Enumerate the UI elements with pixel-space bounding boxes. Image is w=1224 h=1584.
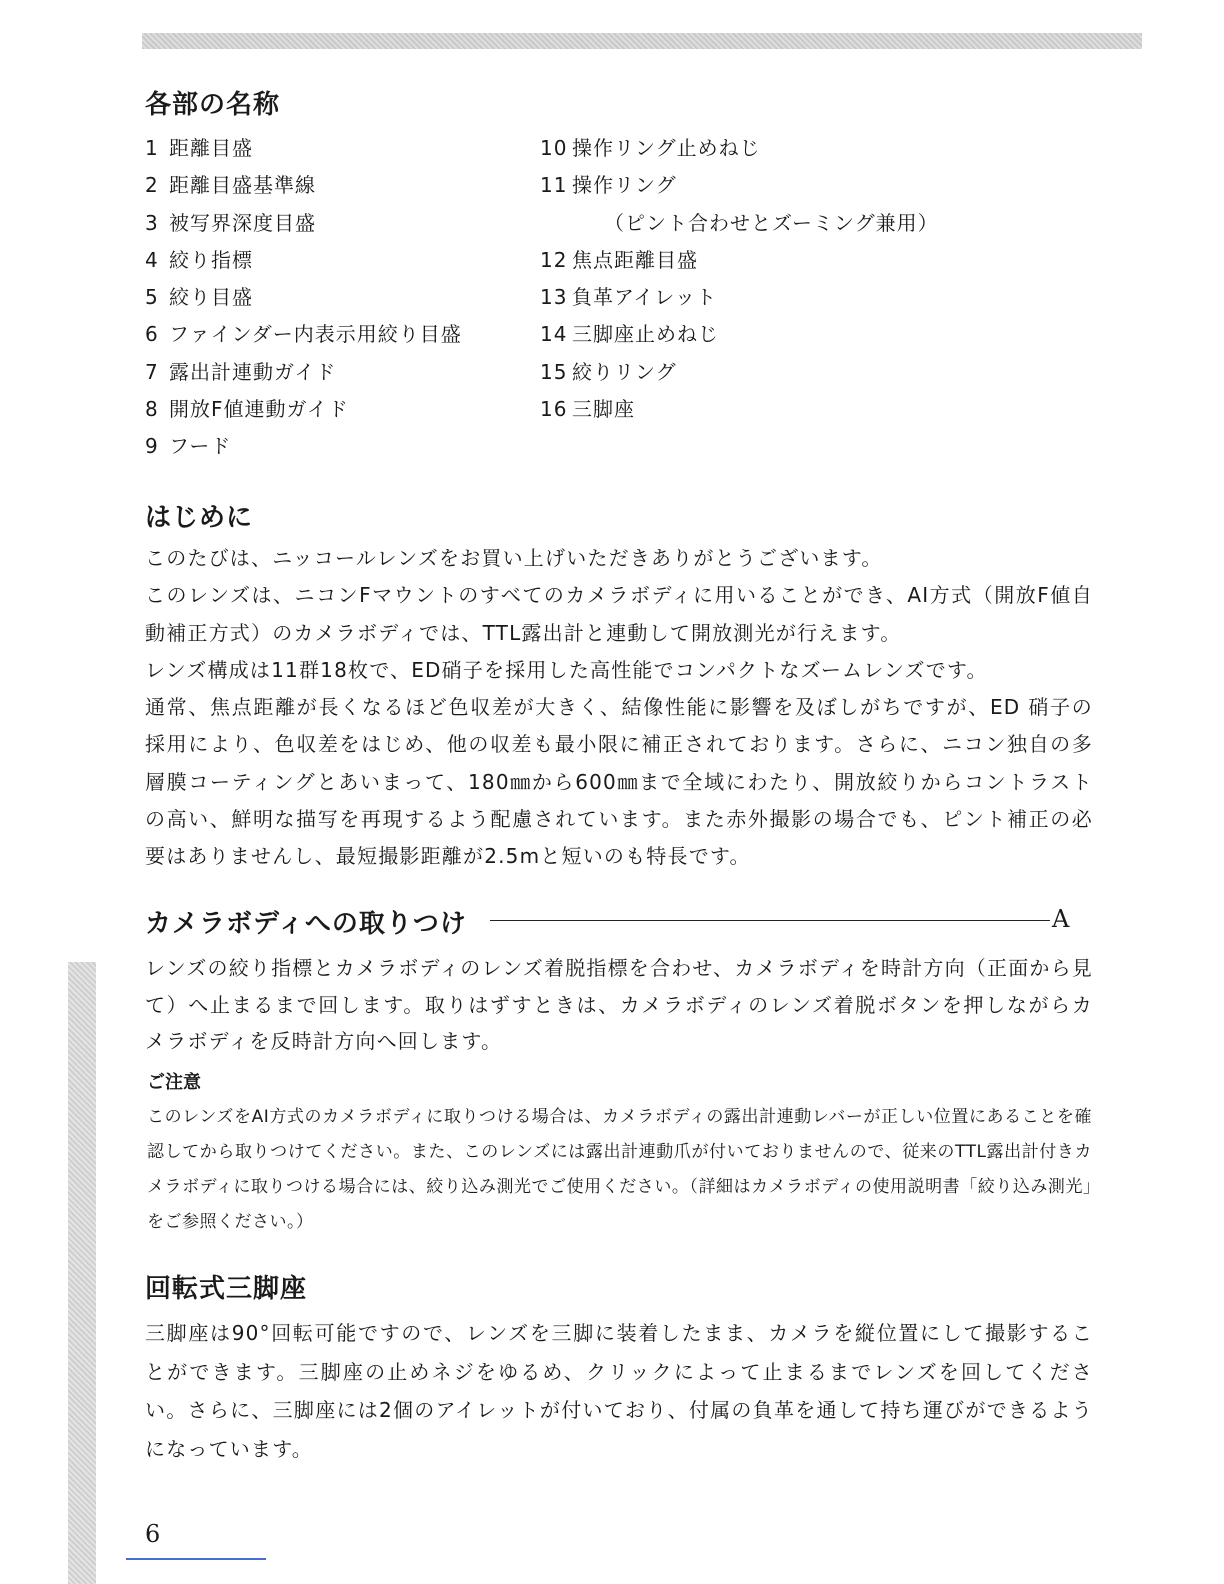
bottom-rule — [126, 1558, 266, 1560]
mounting-heading: カメラボディへの取りつけ — [145, 909, 467, 939]
item-label: 三脚座止めねじ — [572, 322, 719, 347]
item-number: 12 — [540, 247, 568, 272]
item-number: 13 — [540, 285, 568, 310]
list-item — [145, 130, 462, 167]
item-number: 4 — [145, 247, 159, 272]
list-item — [145, 391, 462, 428]
item-number: 7 — [145, 359, 159, 384]
parts-list-left — [145, 130, 462, 466]
item-label: 露出計連動ガイド — [169, 359, 337, 384]
list-item — [145, 167, 462, 204]
item-label: 被写界深度目盛 — [169, 210, 316, 235]
item-label: 絞りリング — [572, 359, 677, 384]
intro-paragraph: レンズ構成は11群18枚で、ED硝子を採用した高性能でコンパクトなズームレンズです。 — [145, 657, 988, 682]
list-item — [145, 428, 462, 465]
list-item — [540, 279, 939, 316]
list-item — [540, 205, 939, 242]
list-item — [540, 242, 939, 279]
item-number: 9 — [145, 434, 159, 459]
item-label: 距離目盛基準線 — [169, 173, 316, 198]
item-number: 6 — [145, 322, 159, 347]
item-number: 1 — [145, 136, 159, 160]
heading-leader-line — [490, 920, 1050, 921]
item-label: 絞り指標 — [169, 247, 253, 272]
item-number: 8 — [145, 397, 159, 422]
intro-paragraph: このたびは、ニッコールレンズをお買い上げいただきありがとうございます。 — [145, 546, 883, 570]
top-decorative-bar — [142, 33, 1142, 49]
item-label: ファインダー内表示用絞り目盛 — [169, 322, 462, 347]
note-text: このレンズをAI方式のカメラボディに取りつける場合は、カメラボディの露出計連動レバーが正しい位置にあることを確認してから取りつけてください。また、このレンズには露出計連動爪が付いておりませんので、従来のTTL露出計付きカメラボディに取りつける場合には、絞り込み測光でご使用ください。（詳細はカメラボディの使用説明書「絞り込み測光」をご参照ください。） — [147, 1107, 1092, 1232]
side-decorative-bar — [68, 962, 96, 1584]
list-item — [145, 242, 462, 279]
item-label: フード — [169, 434, 232, 459]
list-item — [145, 316, 462, 353]
list-item — [145, 205, 462, 242]
note-title: ご注意 — [147, 1072, 201, 1093]
list-item — [145, 279, 462, 316]
item-label: 三脚座 — [572, 397, 635, 422]
list-item — [540, 354, 939, 391]
item-number: 10 — [540, 136, 568, 160]
item-label: 開放F値連動ガイド — [169, 397, 349, 422]
mounting-text: レンズの絞り指標とカメラボディのレンズ着脱指標を合わせ、カメラボディを時計方向（正面から見て）へ止まるまで回します。取りはずすときは、カメラボディのレンズ着脱ボタンを押しながらカメラボディを反時計方向へ回します。 — [145, 956, 1093, 1053]
item-label: 絞り目盛 — [169, 285, 253, 310]
item-number: 2 — [145, 173, 159, 198]
item-label: 距離目盛 — [169, 136, 253, 160]
item-number: 16 — [540, 397, 568, 422]
parts-heading: 各部の名称 — [145, 90, 281, 120]
figure-marker: A — [1052, 905, 1070, 933]
item-label: （ピント合わせとズーミング兼用） — [604, 210, 939, 235]
intro-heading: はじめに — [145, 503, 254, 533]
item-label: 焦点距離目盛 — [572, 247, 698, 272]
item-number: 5 — [145, 285, 159, 310]
item-number: 15 — [540, 359, 568, 384]
intro-paragraph: このレンズは、ニコンFマウントのすべてのカメラボディに用いることができ、AI方式（開放F値自動補正方式）のカメラボディでは、TTL露出計と連動して開放測光が行えます。 — [145, 583, 1093, 645]
intro-paragraph: 通常、焦点距離が長くなるほど色収差が大きく、結像性能に影響を及ぼしがちですが、ED 硝子の採用により、色収差をはじめ、他の収差も最小限に補正されております。さらに、ニコン独自の多層膜コーティングとあいまって、180㎜から600㎜まで全域にわたり、開放絞りからコントラストの高い、鮮明な描写を再現するよう配慮されています。また赤外撮影の場合でも、ピント補正の必要はありませんし、最短撮影距離が2.5mと短いのも特長です。 — [145, 695, 1093, 869]
list-item — [540, 130, 939, 167]
item-number: 14 — [540, 322, 568, 347]
item-label: 操作リング止めねじ — [572, 136, 761, 160]
list-item — [540, 391, 939, 428]
list-item — [540, 167, 939, 204]
page-number: 6 — [145, 1520, 161, 1548]
item-number: 11 — [540, 173, 568, 198]
parts-list-right — [540, 130, 939, 428]
item-label: 負革アイレット — [572, 285, 717, 310]
list-item — [540, 316, 939, 353]
list-item — [145, 354, 462, 391]
tripod-text: 三脚座は90°回転可能ですので、レンズを三脚に装着したまま、カメラを縦位置にして撮影することができます。三脚座の止めネジをゆるめ、クリックによって止まるまでレンズを回してください。さらに、三脚座には2個のアイレットが付いており、付属の負革を通して持ち運びができるようになっています。 — [145, 1321, 1093, 1461]
intro-text — [145, 540, 1093, 876]
item-label: 操作リング — [572, 173, 677, 198]
tripod-heading: 回転式三脚座 — [145, 1274, 308, 1304]
item-number: 3 — [145, 210, 159, 235]
